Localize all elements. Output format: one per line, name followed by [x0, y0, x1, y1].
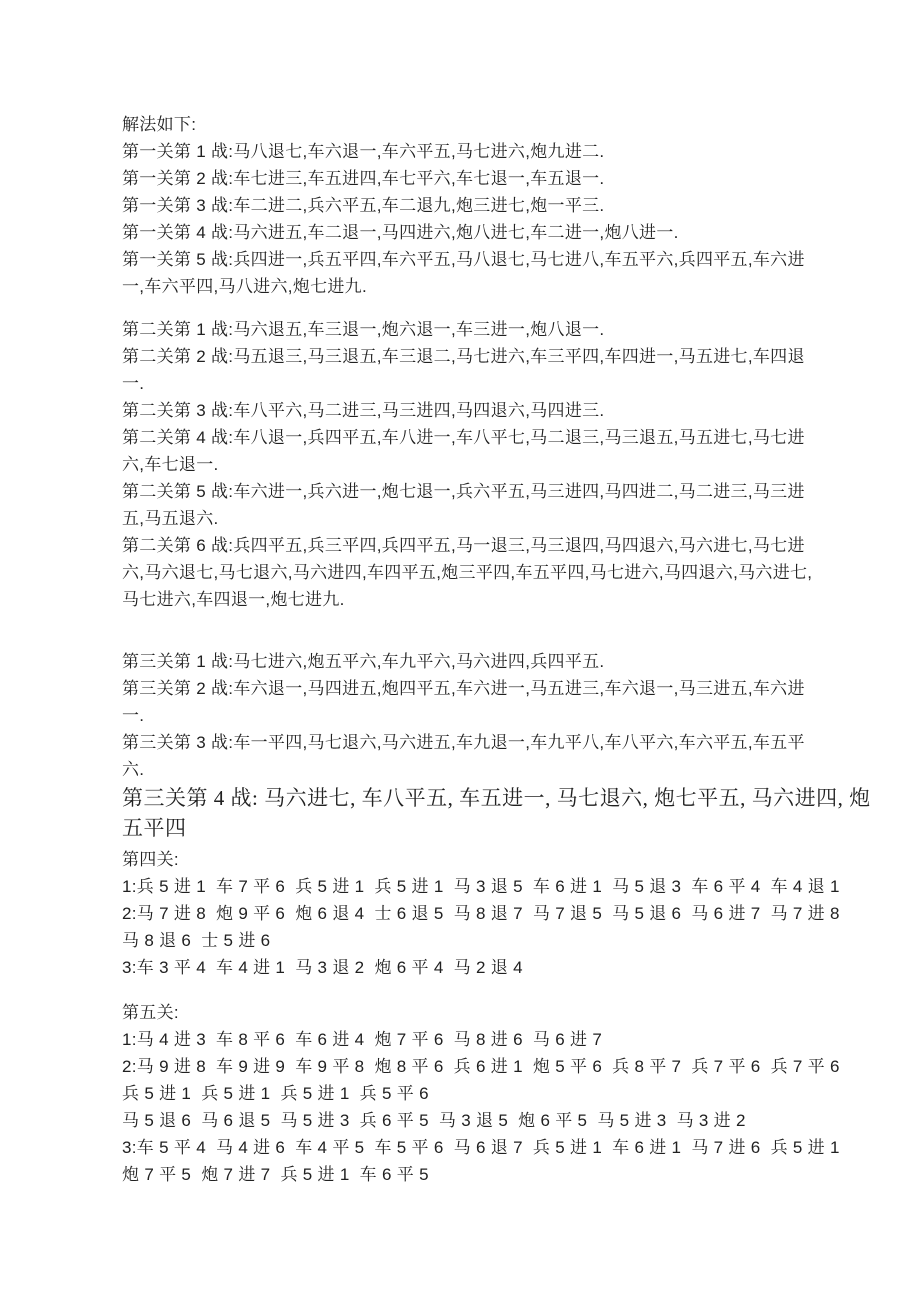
section-level-1	[122, 138, 890, 300]
text-line: 第二关第 6 战:兵四平五,兵三平四,兵四平五,马一退三,马三退四,马四退六,马六进七,马七进	[122, 536, 805, 555]
section-level-2	[122, 316, 890, 613]
text-line: 马 5 退 6 马 6 退 5 马 5 进 3 兵 6 平 5 马 3 退 5 炮 6 平 5 马 5 进 3 马 3 进 2	[122, 1111, 746, 1130]
text-line: 第五关:	[122, 1003, 179, 1022]
section-level-4	[122, 846, 890, 981]
text-line: 第一关第 4 战:马六进五,车二退一,马四进六,炮八进七,车二进一,炮八进一.	[122, 223, 679, 242]
text-line: 六.	[122, 760, 145, 779]
text-line: 第一关第 2 战:车七进三,车五进四,车七平六,车七退一,车五退一.	[122, 169, 605, 188]
text-line: 第三关第 3 战:车一平四,马七退六,马六进五,车九退一,车九平八,车八平六,车六平五,车五平	[122, 733, 805, 752]
text-line: 第二关第 3 战:车八平六,马二进三,马三进四,马四退六,马四进三.	[122, 401, 605, 420]
text-line: 马 8 退 6 士 5 进 6	[122, 931, 271, 950]
intro-line: 解法如下:	[122, 115, 197, 134]
text-line: 六,马六退七,马七退六,马六进四,车四平五,炮三平四,车五平四,马七进六,马四退六,马六进七,	[122, 563, 813, 582]
text-line: 2:马 9 进 8 车 9 进 9 车 9 平 8 炮 8 平 6 兵 6 进 1 炮 5 平 6 兵 8 平 7 兵 7 平 6 兵 7 平 6	[122, 1057, 840, 1076]
text-line: 第一关第 1 战:马八退七,车六退一,车六平五,马七进六,炮九进二.	[122, 142, 605, 161]
text-line: 第三关第 2 战:车六退一,马四进五,炮四平五,车六进一,马五进三,车六退一,马三进五,车六进	[122, 679, 805, 698]
text-line: 五平四	[122, 816, 187, 840]
text-line: 2:马 7 进 8 炮 9 平 6 炮 6 退 4 士 6 退 5 马 8 退 7 马 7 退 5 马 5 退 6 马 6 进 7 马 7 进 8	[122, 904, 840, 923]
text-line: 第二关第 2 战:马五退三,马三退五,车三退二,马七进六,车三平四,车四进一,马五进七,车四退	[122, 347, 805, 366]
section-level-3	[122, 648, 890, 843]
text-line: 五,马五退六.	[122, 509, 219, 528]
section-level-5	[122, 999, 890, 1188]
document-body	[122, 138, 890, 1188]
text-line: 第一关第 3 战:车二进二,兵六平五,车二退九,炮三进七,炮一平三.	[122, 196, 605, 215]
text-line: 一.	[122, 374, 145, 393]
text-line: 一,车六平四,马八进六,炮七进九.	[122, 277, 367, 296]
text-line: 第二关第 4 战:车八退一,兵四平五,车八进一,车八平七,马二退三,马三退五,马五进七,马七进	[122, 428, 805, 447]
text-line: 第四关:	[122, 850, 179, 869]
text-line: 炮 7 平 5 炮 7 进 7 兵 5 进 1 车 6 平 5	[122, 1165, 429, 1184]
text-line: 第一关第 5 战:兵四进一,兵五平四,车六平五,马八退七,马七进八,车五平六,兵四平五,车六进	[122, 250, 805, 269]
text-line: 第二关第 5 战:车六进一,兵六进一,炮七退一,兵六平五,马三进四,马四进二,马二进三,马三进	[122, 482, 805, 501]
text-line: 3:车 3 平 4 车 4 进 1 马 3 退 2 炮 6 平 4 马 2 退 4	[122, 958, 523, 977]
text-line: 马七进六,车四退一,炮七进九.	[122, 590, 345, 609]
text-line: 第三关第 1 战:马七进六,炮五平六,车九平六,马六进四,兵四平五.	[122, 652, 605, 671]
text-line: 1:马 4 进 3 车 8 平 6 车 6 进 4 炮 7 平 6 马 8 进 6 马 6 进 7	[122, 1030, 603, 1049]
text-line: 一.	[122, 706, 145, 725]
text-line: 1:兵 5 进 1 车 7 平 6 兵 5 进 1 兵 5 进 1 马 3 退 5 车 6 进 1 马 5 退 3 车 6 平 4 车 4 退 1	[122, 877, 840, 896]
text-line: 第三关第 4 战: 马六进七, 车八平五, 车五进一, 马七退六, 炮七平五, 马六进四, 炮	[122, 786, 871, 810]
text-line: 六,车七退一.	[122, 455, 219, 474]
text-line: 第二关第 1 战:马六退五,车三退一,炮六退一,车三进一,炮八退一.	[122, 320, 605, 339]
text-line: 兵 5 进 1 兵 5 进 1 兵 5 进 1 兵 5 平 6	[122, 1084, 429, 1103]
text-line: 3:车 5 平 4 马 4 进 6 车 4 平 5 车 5 平 6 马 6 退 7 兵 5 进 1 车 6 进 1 马 7 进 6 兵 5 进 1	[122, 1138, 840, 1157]
